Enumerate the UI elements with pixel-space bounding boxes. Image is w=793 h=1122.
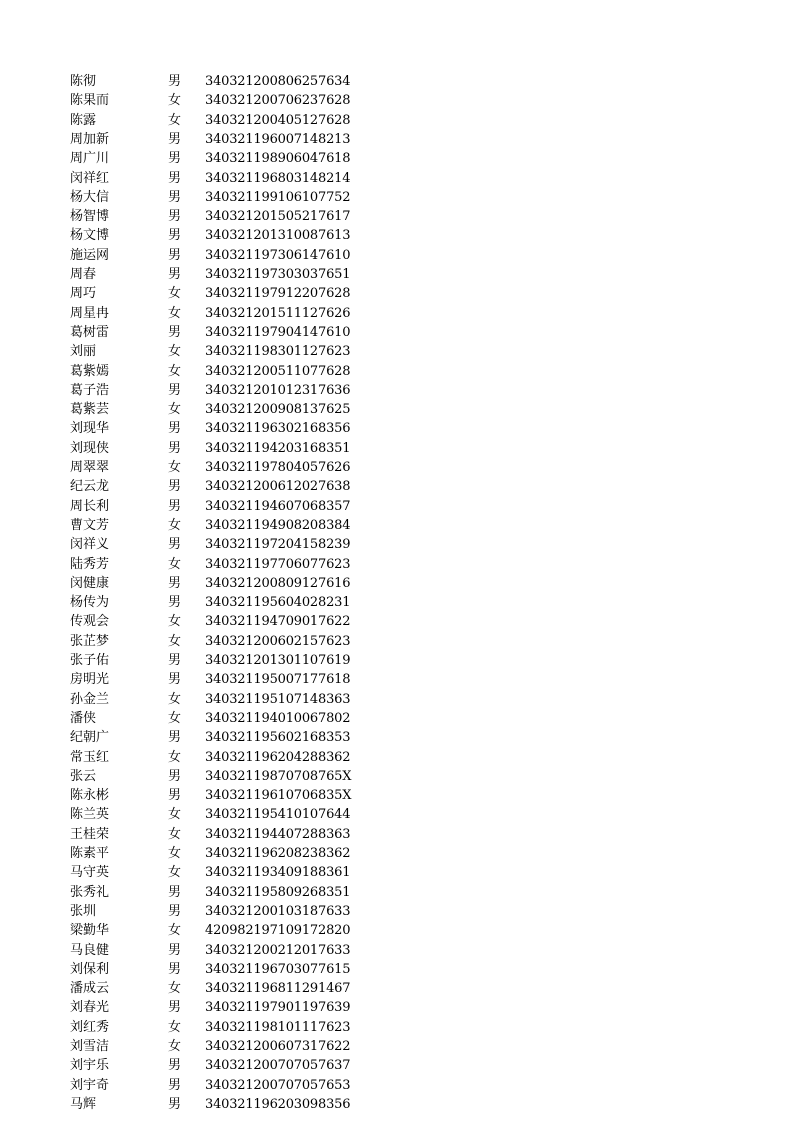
- table-row: [0, 208, 793, 226]
- gender-cell: 男: [168, 1000, 182, 1016]
- id-number-cell: 340321198101117623: [205, 1019, 351, 1035]
- gender-cell: 男: [168, 1077, 182, 1093]
- id-number-cell: 340321200707057637: [205, 1058, 351, 1074]
- gender-cell: 男: [168, 189, 182, 205]
- table-row: [0, 517, 793, 535]
- name-cell: 纪云龙: [70, 479, 110, 495]
- table-row: [0, 1057, 793, 1075]
- gender-cell: 女: [168, 691, 182, 707]
- table-row: [0, 922, 793, 940]
- table-row: [0, 478, 793, 496]
- table-row: [0, 613, 793, 631]
- gender-cell: 男: [168, 672, 182, 688]
- name-cell: 陈露: [70, 112, 97, 128]
- id-number-cell: 340321200707057653: [205, 1077, 351, 1093]
- table-row: [0, 324, 793, 342]
- gender-cell: 女: [168, 633, 182, 649]
- name-cell: 传观会: [70, 614, 110, 630]
- id-number-cell: 340321200607317622: [205, 1039, 351, 1054]
- gender-cell: 女: [168, 1019, 182, 1035]
- id-number-cell: 340321200602157623: [205, 633, 351, 649]
- table-row: [0, 420, 793, 438]
- gender-cell: 男: [168, 730, 182, 746]
- name-cell: 刘现侠: [70, 440, 110, 456]
- table-row: [0, 768, 793, 786]
- gender-cell: 女: [168, 517, 182, 533]
- name-cell: 张子佑: [70, 653, 110, 668]
- gender-cell: 男: [168, 440, 182, 456]
- gender-cell: 男: [168, 903, 182, 919]
- gender-cell: 男: [168, 479, 182, 495]
- name-cell: 刘雪洁: [70, 1039, 110, 1054]
- name-cell: 周星冉: [70, 305, 110, 321]
- id-number-cell: 340321198301127623: [205, 344, 351, 360]
- gender-cell: 男: [168, 209, 182, 225]
- gender-cell: 男: [168, 575, 182, 591]
- name-cell: 陈永彬: [70, 788, 110, 804]
- name-cell: 周翠翠: [70, 460, 110, 475]
- gender-cell: 男: [168, 961, 182, 977]
- id-number-cell: 340321195107148363: [205, 691, 351, 707]
- table-row: [0, 671, 793, 689]
- table-row: [0, 170, 793, 188]
- name-cell: 周加新: [70, 131, 110, 147]
- table-row: [0, 961, 793, 979]
- id-number-cell: 340321200806257634: [205, 74, 351, 89]
- gender-cell: 男: [168, 537, 182, 553]
- name-cell: 张秀礼: [70, 884, 110, 900]
- id-number-cell: 340321200405127628: [205, 112, 351, 128]
- gender-cell: 女: [168, 710, 182, 726]
- id-number-cell: 340321195809268351: [205, 884, 351, 900]
- gender-cell: 男: [168, 788, 182, 804]
- id-number-cell: 340321197204158239: [205, 537, 351, 553]
- name-cell: 刘宇奇: [70, 1077, 110, 1093]
- name-cell: 刘丽: [70, 344, 97, 360]
- name-cell: 陆秀芳: [70, 556, 110, 572]
- table-row: [0, 131, 793, 149]
- table-row: [0, 787, 793, 805]
- table-row: [0, 845, 793, 863]
- id-number-cell: 340321200212017633: [205, 942, 351, 958]
- table-row: [0, 749, 793, 767]
- id-number-cell: 340321196302168356: [205, 421, 351, 437]
- name-cell: 潘成云: [70, 981, 110, 997]
- gender-cell: 男: [168, 382, 182, 398]
- gender-cell: 女: [168, 826, 182, 842]
- table-row: [0, 73, 793, 91]
- name-cell: 纪朝广: [70, 730, 110, 746]
- table-row: [0, 536, 793, 554]
- name-cell: 葛树雷: [70, 324, 110, 340]
- table-row: [0, 903, 793, 921]
- table-row: [0, 1077, 793, 1095]
- name-cell: 王桂荣: [70, 826, 110, 842]
- name-cell: 陈素平: [70, 846, 110, 861]
- table-row: [0, 556, 793, 574]
- id-number-cell: 340321200706237628: [205, 93, 351, 109]
- table-row: [0, 980, 793, 998]
- table-row: [0, 401, 793, 419]
- table-row: [0, 150, 793, 168]
- id-number-cell: 340321201310087613: [205, 228, 351, 244]
- id-number-cell: 340321195602168353: [205, 730, 351, 746]
- gender-cell: 男: [168, 151, 182, 167]
- gender-cell: 女: [168, 112, 182, 128]
- table-row: [0, 343, 793, 361]
- id-number-cell: 340321195410107644: [205, 807, 351, 823]
- gender-cell: 男: [168, 324, 182, 340]
- id-number-cell: 340321197912207628: [205, 286, 351, 302]
- name-cell: 张圳: [70, 903, 97, 919]
- table-row: [0, 440, 793, 458]
- name-cell: 周春: [70, 267, 97, 282]
- name-cell: 杨传为: [70, 595, 110, 611]
- name-cell: 闵祥红: [70, 170, 110, 186]
- table-row: [0, 266, 793, 284]
- table-row: [0, 999, 793, 1017]
- name-cell: 梁勤华: [70, 923, 110, 939]
- name-cell: 孙金兰: [70, 691, 110, 707]
- table-row: [0, 189, 793, 207]
- name-cell: 葛紫嫣: [70, 363, 110, 379]
- name-cell: 马辉: [70, 1096, 97, 1112]
- table-row: [0, 652, 793, 670]
- id-number-cell: 340321194709017622: [205, 614, 351, 630]
- gender-cell: 男: [168, 595, 182, 611]
- name-cell: 施运网: [70, 247, 110, 263]
- name-cell: 陈彻: [70, 74, 97, 89]
- gender-cell: 女: [168, 923, 182, 939]
- gender-cell: 男: [168, 653, 182, 668]
- gender-cell: 女: [168, 1039, 182, 1054]
- table-row: [0, 382, 793, 400]
- id-number-cell: 340321200809127616: [205, 575, 351, 591]
- table-row: [0, 363, 793, 381]
- id-number-cell: 340321196007148213: [205, 131, 351, 147]
- name-cell: 常玉红: [70, 749, 110, 765]
- name-cell: 曹文芳: [70, 517, 110, 533]
- table-row: [0, 942, 793, 960]
- gender-cell: 女: [168, 846, 182, 861]
- id-number-cell: 34032119870708765X: [205, 768, 352, 784]
- id-number-cell: 340321201012317636: [205, 382, 351, 398]
- gender-cell: 女: [168, 460, 182, 475]
- gender-cell: 女: [168, 305, 182, 321]
- id-number-cell: 340321201505217617: [205, 209, 351, 225]
- id-number-cell: 340321196703077615: [205, 961, 351, 977]
- name-cell: 马良健: [70, 942, 110, 958]
- gender-cell: 男: [168, 768, 182, 784]
- table-row: [0, 247, 793, 265]
- id-number-cell: 340321194010067802: [205, 710, 351, 726]
- gender-cell: 女: [168, 93, 182, 109]
- gender-cell: 女: [168, 402, 182, 418]
- id-number-cell: 340321197904147610: [205, 324, 351, 340]
- gender-cell: 男: [168, 1096, 182, 1112]
- id-number-cell: 340321196208238362: [205, 846, 351, 861]
- id-number-cell: 340321197306147610: [205, 247, 351, 263]
- name-cell: 潘侠: [70, 710, 97, 726]
- name-cell: 张芷梦: [70, 633, 110, 649]
- gender-cell: 男: [168, 498, 182, 514]
- table-row: [0, 285, 793, 303]
- id-number-cell: 340321200908137625: [205, 402, 351, 418]
- table-row: [0, 227, 793, 245]
- id-number-cell: 340321197706077623: [205, 556, 351, 572]
- table-row: [0, 710, 793, 728]
- id-number-cell: 340321198906047618: [205, 151, 351, 167]
- id-number-cell: 340321200612027638: [205, 479, 351, 495]
- id-number-cell: 340321195604028231: [205, 595, 351, 611]
- name-cell: 闵祥义: [70, 537, 110, 553]
- table-row: [0, 92, 793, 110]
- gender-cell: 女: [168, 286, 182, 302]
- id-number-cell: 340321200103187633: [205, 903, 351, 919]
- id-number-cell: 340321196811291467: [205, 981, 351, 997]
- name-cell: 房明光: [70, 672, 110, 688]
- table-row: [0, 594, 793, 612]
- id-number-cell: 340321194607068357: [205, 498, 351, 514]
- gender-cell: 女: [168, 363, 182, 379]
- gender-cell: 男: [168, 247, 182, 263]
- table-row: [0, 498, 793, 516]
- name-cell: 周长利: [70, 498, 110, 514]
- gender-cell: 男: [168, 74, 182, 89]
- id-number-cell: 340321196803148214: [205, 170, 351, 186]
- id-number-cell: 340321194203168351: [205, 440, 351, 456]
- gender-cell: 女: [168, 807, 182, 823]
- name-cell: 闵健康: [70, 575, 110, 591]
- gender-cell: 男: [168, 421, 182, 437]
- gender-cell: 男: [168, 228, 182, 244]
- id-number-cell: 340321195007177618: [205, 672, 351, 688]
- gender-cell: 女: [168, 865, 182, 881]
- id-number-cell: 340321197804057626: [205, 460, 351, 475]
- gender-cell: 男: [168, 131, 182, 147]
- gender-cell: 女: [168, 749, 182, 765]
- id-number-cell: 340321201301107619: [205, 653, 351, 668]
- gender-cell: 男: [168, 170, 182, 186]
- id-number-cell: 340321194908208384: [205, 517, 351, 533]
- table-row: [0, 864, 793, 882]
- name-cell: 周巧: [70, 286, 97, 302]
- table-row: [0, 1019, 793, 1037]
- table-row: [0, 691, 793, 709]
- name-cell: 葛子浩: [70, 382, 110, 398]
- id-number-cell: 340321201511127626: [205, 305, 351, 321]
- name-cell: 周广川: [70, 151, 110, 167]
- table-row: [0, 459, 793, 477]
- table-row: [0, 305, 793, 323]
- table-row: [0, 826, 793, 844]
- table-row: [0, 1038, 793, 1056]
- name-cell: 刘现华: [70, 421, 110, 437]
- id-number-cell: 34032119610706835X: [205, 788, 352, 804]
- table-row: [0, 633, 793, 651]
- name-cell: 刘宇乐: [70, 1058, 110, 1074]
- id-number-cell: 340321200511077628: [205, 363, 351, 379]
- gender-cell: 男: [168, 1058, 182, 1074]
- gender-cell: 男: [168, 884, 182, 900]
- name-cell: 陈兰英: [70, 807, 110, 823]
- name-cell: 张云: [70, 768, 97, 784]
- id-number-cell: 340321196204288362: [205, 749, 351, 765]
- id-number-cell: 340321196203098356: [205, 1096, 351, 1112]
- name-cell: 刘红秀: [70, 1019, 110, 1035]
- table-row: [0, 575, 793, 593]
- gender-cell: 男: [168, 942, 182, 958]
- id-number-cell: 340321197303037651: [205, 267, 351, 282]
- id-number-cell: 340321197901197639: [205, 1000, 351, 1016]
- table-row: [0, 884, 793, 902]
- name-cell: 马守英: [70, 865, 110, 881]
- table-row: [0, 729, 793, 747]
- gender-cell: 男: [168, 267, 182, 282]
- id-number-cell: 340321194407288363: [205, 826, 351, 842]
- gender-cell: 女: [168, 556, 182, 572]
- gender-cell: 女: [168, 981, 182, 997]
- name-cell: 杨智博: [70, 209, 110, 225]
- id-number-cell: 340321193409188361: [205, 865, 351, 881]
- name-cell: 杨大信: [70, 189, 110, 205]
- id-number-cell: 420982197109172820: [205, 923, 351, 939]
- table-row: [0, 1096, 793, 1114]
- name-cell: 刘保利: [70, 961, 110, 977]
- gender-cell: 女: [168, 344, 182, 360]
- name-cell: 杨文博: [70, 228, 110, 244]
- id-number-cell: 340321199106107752: [205, 189, 351, 205]
- name-cell: 刘春光: [70, 1000, 110, 1016]
- name-cell: 陈果而: [70, 93, 110, 109]
- gender-cell: 女: [168, 614, 182, 630]
- table-row: [0, 112, 793, 130]
- name-cell: 葛紫芸: [70, 402, 110, 418]
- table-row: [0, 806, 793, 824]
